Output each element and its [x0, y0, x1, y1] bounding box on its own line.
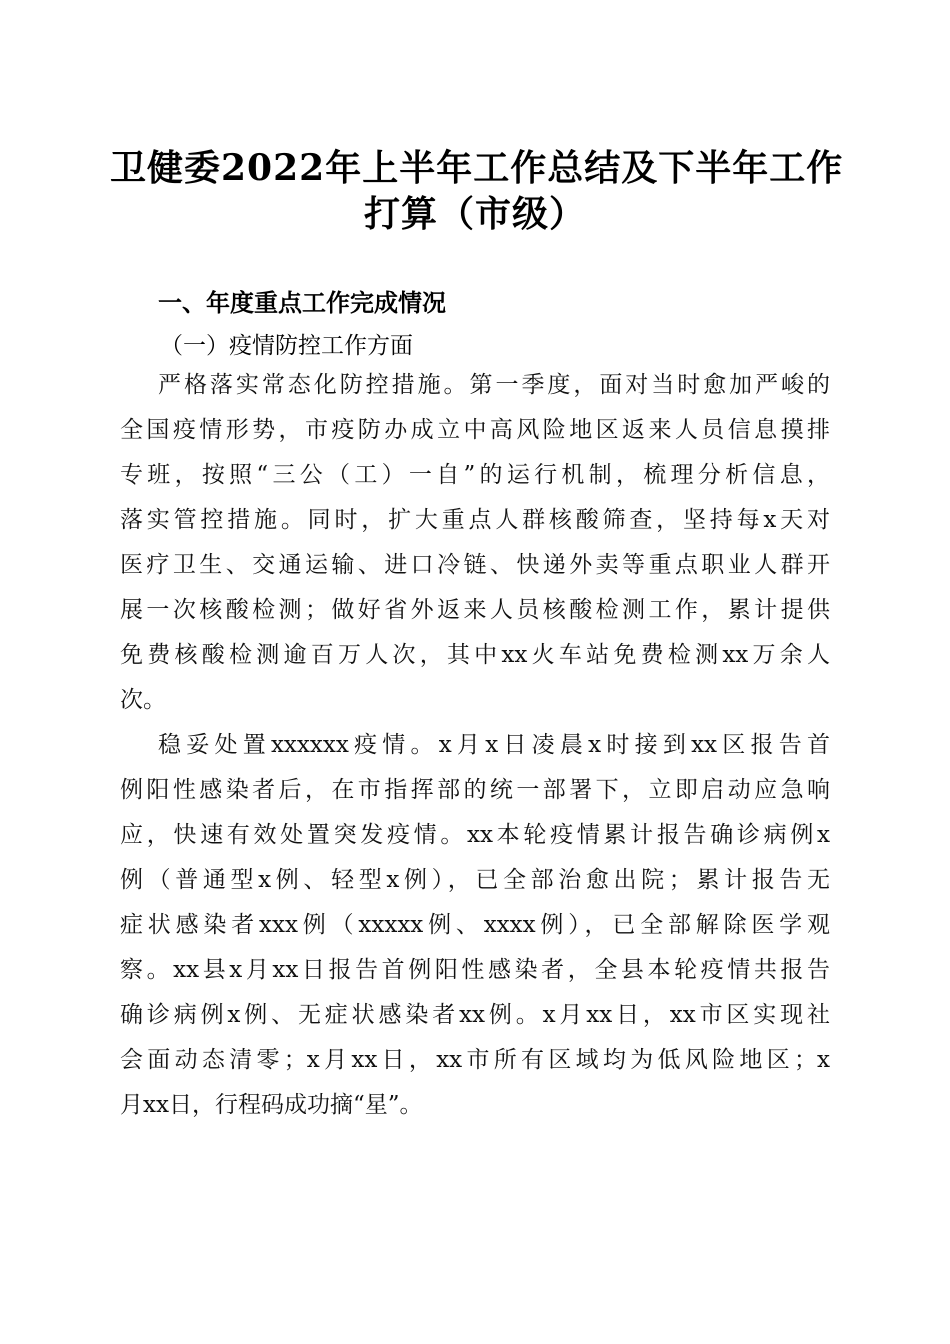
- section-heading: 一、年度重点工作完成情况: [158, 289, 446, 317]
- paragraph-1-line: 严格落实常态化防控措施。第一季度，面对当时愈加严峻的: [158, 372, 830, 398]
- paragraph-2-line: 月xx日，行程码成功摘“星”。: [120, 1092, 423, 1118]
- paragraph-1-line: 落实管控措施。同时，扩大重点人群核酸筛查，坚持每x天对: [120, 507, 830, 533]
- paragraph-2-line: 会面动态清零；x月xx日，xx市所有区域均为低风险地区；x: [120, 1047, 830, 1073]
- paragraph-2-line: 例（普通型x例、轻型x例），已全部治愈出院；累计报告无: [120, 867, 830, 893]
- paragraph-2-line: 症状感染者xxx例（xxxxx例、xxxx例），已全部解除医学观: [120, 912, 830, 938]
- document-title-line-1: 卫健委2022年上半年工作总结及下半年工作: [110, 147, 844, 189]
- document-title-line-2: 打算（市级）: [363, 193, 586, 235]
- paragraph-2-line: 例阳性感染者后，在市指挥部的统一部署下，立即启动应急响: [120, 777, 830, 803]
- paragraph-1-line: 免费核酸检测逾百万人次，其中xx火车站免费检测xx万余人: [120, 642, 830, 668]
- paragraph-2-line: 稳妥处置xxxxxx疫情。x月x日凌晨x时接到xx区报告首: [158, 732, 830, 758]
- paragraph-1-line: 次。: [120, 687, 166, 713]
- paragraph-2-line: 察。xx县x月xx日报告首例阳性感染者，全县本轮疫情共报告: [120, 957, 830, 983]
- paragraph-1-line: 专班，按照“三公（工）一自”的运行机制，梳理分析信息，: [120, 462, 830, 488]
- paragraph-2-line: 应，快速有效处置突发疫情。xx本轮疫情累计报告确诊病例x: [120, 822, 830, 848]
- paragraph-1-line: 展一次核酸检测；做好省外返来人员核酸检测工作，累计提供: [120, 597, 830, 623]
- subsection-heading: （一）疫情防控工作方面: [160, 333, 413, 359]
- paragraph-2-line: 确诊病例x例、无症状感染者xx例。x月xx日，xx市区实现社: [120, 1002, 830, 1028]
- paragraph-1-line: 医疗卫生、交通运输、进口冷链、快递外卖等重点职业人群开: [120, 552, 830, 578]
- paragraph-1-line: 全国疫情形势，市疫防办成立中高风险地区返来人员信息摸排: [120, 417, 830, 443]
